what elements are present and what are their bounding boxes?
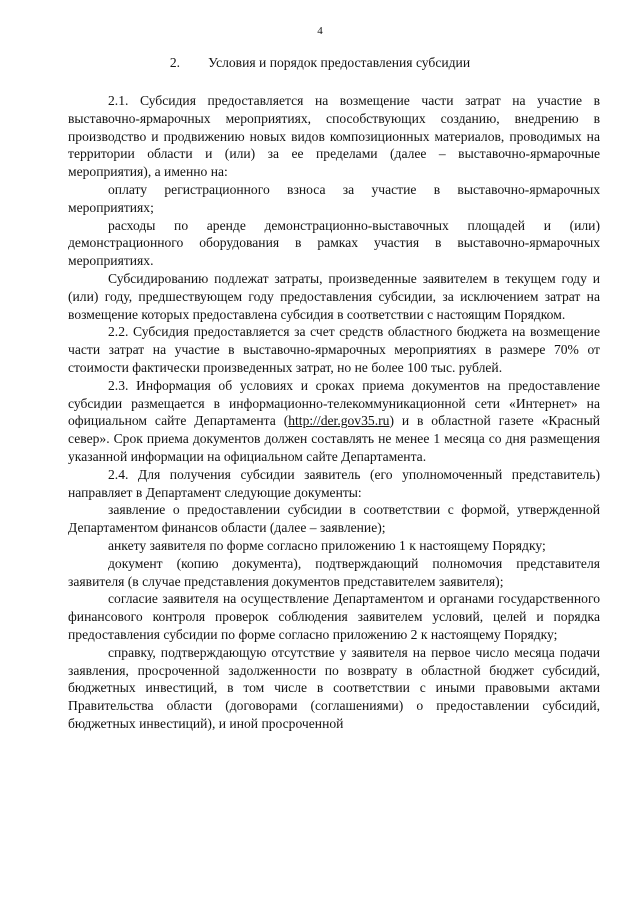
paragraph-2-2: 2.2. Субсидия предоставляется за счет средств областного бюджета на возмещение части затрат на участие в выставочно-ярмарочных мероприятиях в размере 70% от стоимости фактически произведенных затрат, но не более 100 тыс. рублей. [68, 324, 600, 375]
department-website-link[interactable]: http://der.gov35.ru [288, 413, 390, 429]
list-item-application: заявление о предоставлении субсидии в соответствии с формой, утвержденной Департаментом финансов области (далее – заявление); [68, 502, 600, 536]
paragraph-2-1: 2.1. Субсидия предоставляется на возмещение части затрат на участие в выставочно-ярмарочных мероприятиях, способствующих созданию, внедрению в производство и продвижению новых видов композиционных материалов, проводимых на территории области и (или) за ее пределами (далее – выставочно-ярмарочные мероприятия), а именно на: [68, 93, 600, 180]
document-body [68, 92, 600, 733]
list-item-authority-document: документ (копию документа), подтверждающий полномочия представителя заявителя (в случае представления документов представителем заявителя); [68, 555, 600, 589]
list-item-certificate: справку, подтверждающую отсутствие у заявителя на первое число месяца подачи заявления, просроченной задолженности по возврату в областной бюджет субсидий, бюджетных инвестиций, в том числе в соответствии с иными правовыми актами Правительства области (договорами (соглашениями) о предоставлении субсидий, бюджетных инвестиций), и иной просроченной [68, 644, 600, 731]
paragraph-2-3 [68, 377, 600, 466]
paragraph-2-3-text-before: 2.3. Информация об условиях и сроках приема документов на предоставление субсидии размещается в информационно-телекоммуникационной сети «Интернет» на официальном сайте Департамента ( [68, 377, 600, 429]
paragraph-2-3-text-after: ) и в областной газете «Красный север». Срок приема документов должен составлять не менее 1 месяца со дня размещения указанной информации на официальном сайте Департамента. [68, 413, 600, 464]
section-number: 2. [169, 55, 181, 70]
list-item-rent-expenses: расходы по аренде демонстрационно-выставочных площадей и (или) демонстрационного оборудования в рамках участия в выставочно-ярмарочных мероприятиях. [68, 217, 600, 269]
paragraph-subsidized-costs: Субсидированию подлежат затраты, произведенные заявителем в текущем году и (или) году, предшествующем году предоставления субсидии, за исключением затрат на возмещение которых предоставлена субсидия в соответствии с настоящим Порядком. [68, 270, 600, 322]
section-title: Условия и порядок предоставления субсидии [208, 55, 471, 70]
list-item-registration-fee: оплату регистрационного взноса за участие в выставочно-ярмарочных мероприятиях; [68, 181, 600, 215]
page-number: 4 [317, 25, 323, 37]
list-item-consent: согласие заявителя на осуществление Департаментом и органами государственного финансового контроля проверок соблюдения заявителем условий, целей и порядка предоставления субсидии по форме согласно приложению 2 к настоящему Порядку; [68, 591, 600, 642]
section-heading [0, 55, 640, 71]
list-item-questionnaire: анкету заявителя по форме согласно приложению 1 к настоящему Порядку; [108, 537, 546, 553]
paragraph-2-4: 2.4. Для получения субсидии заявитель (его уполномоченный представитель) направляет в Департамент следующие документы: [68, 466, 600, 500]
